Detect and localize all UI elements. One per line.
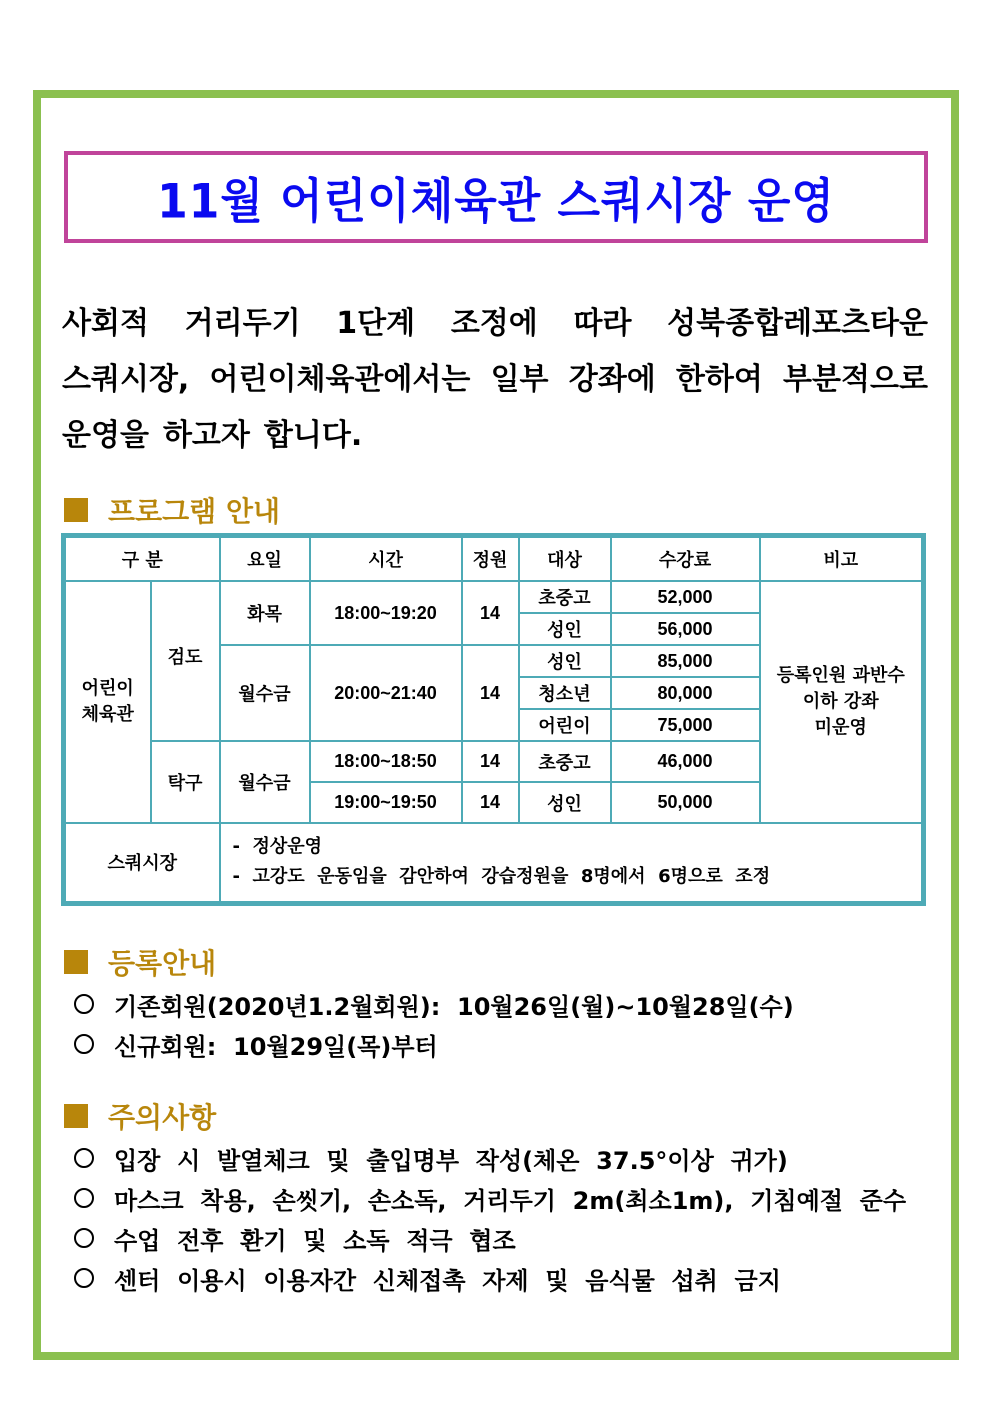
facility-cell — [64, 581, 151, 823]
target-cell: 초중고 — [519, 581, 611, 613]
days-cell: 화목 — [220, 581, 310, 645]
note-line: 등록인원 과반수 — [776, 665, 905, 686]
intro-word: 사회적 — [62, 306, 149, 341]
target-cell: 청소년 — [519, 677, 611, 709]
time-cell: 18:00~19:20 — [310, 581, 462, 645]
circle-bullet-icon — [74, 1148, 94, 1168]
fee-cell: 75,000 — [611, 709, 760, 741]
intro-word: 부분적으로 — [783, 362, 928, 397]
table-row-squash — [64, 823, 924, 903]
target-cell: 성인 — [519, 613, 611, 645]
days-cell: 월수금 — [220, 741, 310, 823]
note-line: 미운영 — [814, 717, 867, 738]
time-cell: 20:00~21:40 — [310, 645, 462, 741]
list-item-text: 수업 전후 환기 및 소독 적극 협조 — [114, 1226, 516, 1255]
intro-paragraph — [62, 296, 928, 464]
squash-label-cell: 스쿼시장 — [64, 823, 220, 903]
capacity-cell: 14 — [462, 645, 519, 741]
fee-cell: 85,000 — [611, 645, 760, 677]
table-row — [64, 581, 924, 613]
intro-word: 1단계 — [336, 306, 416, 341]
fee-cell: 80,000 — [611, 677, 760, 709]
capacity-cell: 14 — [462, 741, 519, 782]
title-box — [64, 151, 928, 243]
list-item-text: 입장 시 발열체크 및 출입명부 작성(체온 37.5°이상 귀가) — [114, 1146, 788, 1175]
list-item — [74, 1218, 906, 1258]
intro-word: 일부 — [490, 362, 549, 397]
intro-word: 운영을 — [62, 418, 149, 453]
list-item-text: 기존회원(2020년1.2월회원): 10월26일(월)~10월28일(수) — [114, 992, 794, 1021]
circle-bullet-icon — [74, 1188, 94, 1208]
table-header-row — [64, 536, 924, 582]
circle-bullet-icon — [74, 994, 94, 1014]
fee-cell: 50,000 — [611, 782, 760, 823]
cautions-list — [74, 1138, 906, 1298]
list-item — [74, 1024, 794, 1064]
header-target: 대상 — [519, 536, 611, 582]
intro-word: 합니다. — [263, 418, 363, 453]
target-cell: 어린이 — [519, 709, 611, 741]
target-cell: 성인 — [519, 782, 611, 823]
target-cell: 성인 — [519, 645, 611, 677]
time-cell: 19:00~19:50 — [310, 782, 462, 823]
header-category: 구 분 — [64, 536, 220, 582]
list-item — [74, 1138, 906, 1178]
facility-line: 체육관 — [81, 704, 134, 725]
intro-word: 스쿼시장, — [62, 362, 190, 397]
list-item — [74, 1178, 906, 1218]
squash-desc-line: - 고강도 운동임을 감안하여 강습정원을 8명에서 6명으로 조정 — [232, 866, 771, 888]
intro-word: 어린이체육관에서는 — [209, 362, 471, 397]
days-cell: 월수금 — [220, 645, 310, 741]
cautions-heading — [64, 1096, 216, 1136]
capacity-cell: 14 — [462, 581, 519, 645]
target-cell: 초중고 — [519, 741, 611, 782]
intro-word: 거리두기 — [184, 306, 301, 341]
header-days: 요일 — [220, 536, 310, 582]
note-cell — [760, 581, 924, 823]
registration-list — [74, 984, 794, 1064]
capacity-cell: 14 — [462, 782, 519, 823]
header-capacity: 정원 — [462, 536, 519, 582]
list-item-text: 센터 이용시 이용자간 신체접촉 자제 및 음식물 섭취 금지 — [114, 1266, 781, 1295]
list-item-text: 마스크 착용, 손씻기, 손소독, 거리두기 2m(최소1m), 기침예절 준수 — [114, 1186, 907, 1215]
cautions-heading-text: 주의사항 — [108, 1101, 217, 1134]
intro-line-2 — [62, 352, 928, 408]
circle-bullet-icon — [74, 1034, 94, 1054]
intro-line-1 — [62, 296, 928, 352]
intro-word: 하고자 — [162, 418, 250, 453]
program-heading-text: 프로그램 안내 — [108, 495, 281, 528]
sport-cell: 탁구 — [151, 741, 220, 823]
squash-desc-cell — [220, 823, 924, 903]
square-bullet-icon — [64, 1104, 88, 1128]
intro-word: 따라 — [573, 306, 632, 341]
registration-heading — [64, 942, 216, 982]
header-fee: 수강료 — [611, 536, 760, 582]
square-bullet-icon — [64, 498, 88, 522]
fee-cell: 46,000 — [611, 741, 760, 782]
list-item-text: 신규회원: 10월29일(목)부터 — [114, 1032, 438, 1061]
header-time: 시간 — [310, 536, 462, 582]
list-item — [74, 1258, 906, 1298]
program-table — [61, 533, 926, 906]
program-heading — [64, 490, 280, 530]
note-line: 이하 강좌 — [802, 691, 879, 712]
square-bullet-icon — [64, 950, 88, 974]
intro-word: 한하여 — [675, 362, 763, 397]
sport-cell: 검도 — [151, 581, 220, 741]
intro-word: 강좌에 — [568, 362, 656, 397]
intro-word: 성북종합레포츠타운 — [667, 306, 928, 341]
registration-heading-text: 등록안내 — [108, 947, 217, 980]
list-item — [74, 984, 794, 1024]
page-title: 11월 어린이체육관 스쿼시장 운영 — [157, 174, 835, 230]
facility-line: 어린이 — [81, 678, 134, 699]
circle-bullet-icon — [74, 1268, 94, 1288]
intro-word: 조정에 — [450, 306, 538, 341]
intro-line-3 — [62, 408, 928, 464]
circle-bullet-icon — [74, 1228, 94, 1248]
squash-desc-line: - 정상운영 — [232, 836, 323, 858]
fee-cell: 56,000 — [611, 613, 760, 645]
time-cell: 18:00~18:50 — [310, 741, 462, 782]
header-note: 비고 — [760, 536, 924, 582]
fee-cell: 52,000 — [611, 581, 760, 613]
